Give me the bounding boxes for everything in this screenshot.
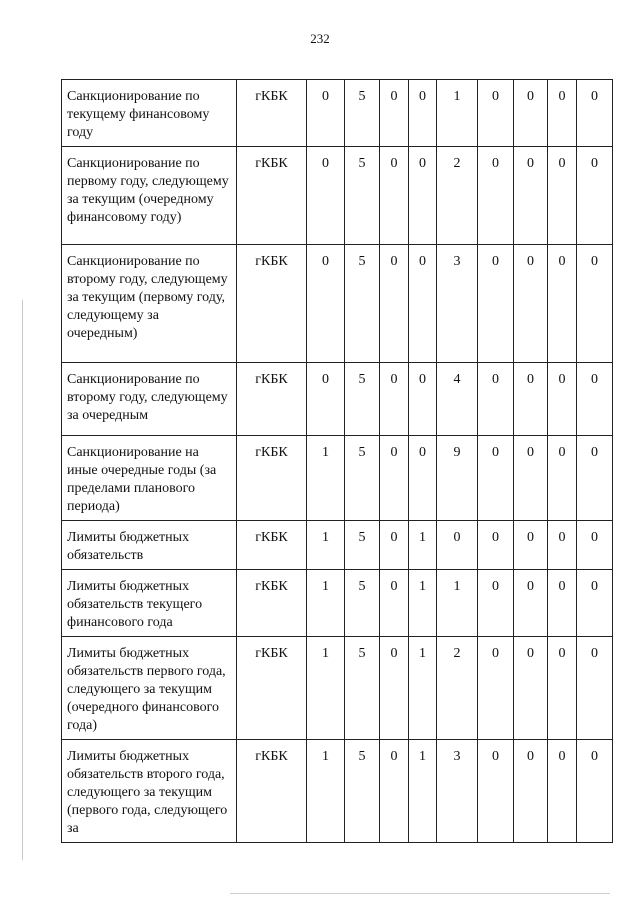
table-row [62, 80, 613, 147]
code-digit-9: 0 [577, 245, 613, 363]
code-digit-6: 0 [478, 570, 514, 637]
row-name: Лимиты бюджетных обязательств [62, 521, 237, 570]
code-digit-5: 2 [437, 637, 478, 740]
row-code: гКБК [237, 637, 307, 740]
table-row [62, 637, 613, 740]
code-digit-5: 2 [437, 147, 478, 245]
code-digit-5: 1 [437, 80, 478, 147]
code-digit-2: 5 [345, 740, 380, 843]
row-name: Санкционирование по первому году, следующему за текущим (очередному финансовому году) [62, 147, 237, 245]
table-row [62, 245, 613, 363]
code-digit-9: 0 [577, 363, 613, 436]
code-digit-3: 0 [380, 740, 409, 843]
code-digit-9: 0 [577, 740, 613, 843]
table-row [62, 147, 613, 245]
code-digit-3: 0 [380, 147, 409, 245]
code-digit-2: 5 [345, 570, 380, 637]
code-digit-3: 0 [380, 637, 409, 740]
code-digit-8: 0 [548, 363, 577, 436]
row-name: Санкционирование по текущему финансовому году [62, 80, 237, 147]
code-digit-8: 0 [548, 245, 577, 363]
code-digit-6: 0 [478, 740, 514, 843]
budget-classification-table [61, 79, 613, 843]
code-digit-3: 0 [380, 80, 409, 147]
code-digit-2: 5 [345, 363, 380, 436]
code-digit-4: 0 [409, 245, 437, 363]
code-digit-7: 0 [514, 570, 548, 637]
code-digit-2: 5 [345, 436, 380, 521]
code-digit-1: 0 [307, 363, 345, 436]
table-row [62, 521, 613, 570]
code-digit-9: 0 [577, 570, 613, 637]
row-code: гКБК [237, 740, 307, 843]
code-digit-5: 3 [437, 740, 478, 843]
code-digit-6: 0 [478, 521, 514, 570]
code-digit-6: 0 [478, 363, 514, 436]
code-digit-3: 0 [380, 436, 409, 521]
code-digit-7: 0 [514, 521, 548, 570]
scan-edge-bottom [230, 893, 610, 894]
row-code: гКБК [237, 363, 307, 436]
row-code: гКБК [237, 245, 307, 363]
code-digit-4: 1 [409, 637, 437, 740]
row-name: Санкционирование по второму году, следующему за текущим (первому году, следующему за очередным) [62, 245, 237, 363]
code-digit-3: 0 [380, 363, 409, 436]
code-digit-7: 0 [514, 363, 548, 436]
code-digit-4: 0 [409, 80, 437, 147]
row-code: гКБК [237, 570, 307, 637]
code-digit-7: 0 [514, 740, 548, 843]
code-digit-2: 5 [345, 637, 380, 740]
code-digit-5: 3 [437, 245, 478, 363]
code-digit-4: 0 [409, 363, 437, 436]
code-digit-1: 1 [307, 521, 345, 570]
table-body [62, 80, 613, 843]
code-digit-3: 0 [380, 521, 409, 570]
code-digit-4: 0 [409, 436, 437, 521]
code-digit-7: 0 [514, 80, 548, 147]
table-row [62, 363, 613, 436]
code-digit-4: 1 [409, 740, 437, 843]
code-digit-2: 5 [345, 245, 380, 363]
row-name: Лимиты бюджетных обязательств второго года, следующего за текущим (первого года, следующего за [62, 740, 237, 843]
scan-edge-left [22, 300, 23, 860]
code-digit-8: 0 [548, 521, 577, 570]
code-digit-7: 0 [514, 637, 548, 740]
code-digit-5: 0 [437, 521, 478, 570]
code-digit-4: 1 [409, 570, 437, 637]
code-digit-2: 5 [345, 80, 380, 147]
code-digit-9: 0 [577, 436, 613, 521]
code-digit-4: 0 [409, 147, 437, 245]
code-digit-2: 5 [345, 521, 380, 570]
code-digit-7: 0 [514, 436, 548, 521]
code-digit-1: 0 [307, 245, 345, 363]
row-name: Лимиты бюджетных обязательств первого года, следующего за текущим (очередного финансового года) [62, 637, 237, 740]
code-digit-5: 9 [437, 436, 478, 521]
code-digit-6: 0 [478, 147, 514, 245]
code-digit-8: 0 [548, 570, 577, 637]
code-digit-5: 1 [437, 570, 478, 637]
code-digit-1: 0 [307, 147, 345, 245]
code-digit-1: 0 [307, 80, 345, 147]
code-digit-8: 0 [548, 80, 577, 147]
code-digit-9: 0 [577, 637, 613, 740]
page-number: 232 [310, 31, 330, 46]
code-digit-3: 0 [380, 570, 409, 637]
code-digit-4: 1 [409, 521, 437, 570]
code-digit-6: 0 [478, 245, 514, 363]
code-digit-2: 5 [345, 147, 380, 245]
code-digit-8: 0 [548, 147, 577, 245]
row-code: гКБК [237, 436, 307, 521]
code-digit-3: 0 [380, 245, 409, 363]
code-digit-7: 0 [514, 245, 548, 363]
code-digit-1: 1 [307, 436, 345, 521]
row-code: гКБК [237, 521, 307, 570]
code-digit-6: 0 [478, 436, 514, 521]
code-digit-5: 4 [437, 363, 478, 436]
code-digit-1: 1 [307, 740, 345, 843]
code-digit-8: 0 [548, 637, 577, 740]
code-digit-8: 0 [548, 740, 577, 843]
code-digit-9: 0 [577, 521, 613, 570]
row-name: Лимиты бюджетных обязательств текущего финансового года [62, 570, 237, 637]
row-code: гКБК [237, 80, 307, 147]
code-digit-8: 0 [548, 436, 577, 521]
row-name: Санкционирование на иные очередные годы (за пределами планового периода) [62, 436, 237, 521]
row-name: Санкционирование по второму году, следующему за очередным [62, 363, 237, 436]
code-digit-9: 0 [577, 147, 613, 245]
code-digit-6: 0 [478, 637, 514, 740]
row-code: гКБК [237, 147, 307, 245]
code-digit-6: 0 [478, 80, 514, 147]
code-digit-1: 1 [307, 637, 345, 740]
table-row [62, 436, 613, 521]
table-row [62, 740, 613, 843]
code-digit-7: 0 [514, 147, 548, 245]
code-digit-1: 1 [307, 570, 345, 637]
table-row [62, 570, 613, 637]
code-digit-9: 0 [577, 80, 613, 147]
